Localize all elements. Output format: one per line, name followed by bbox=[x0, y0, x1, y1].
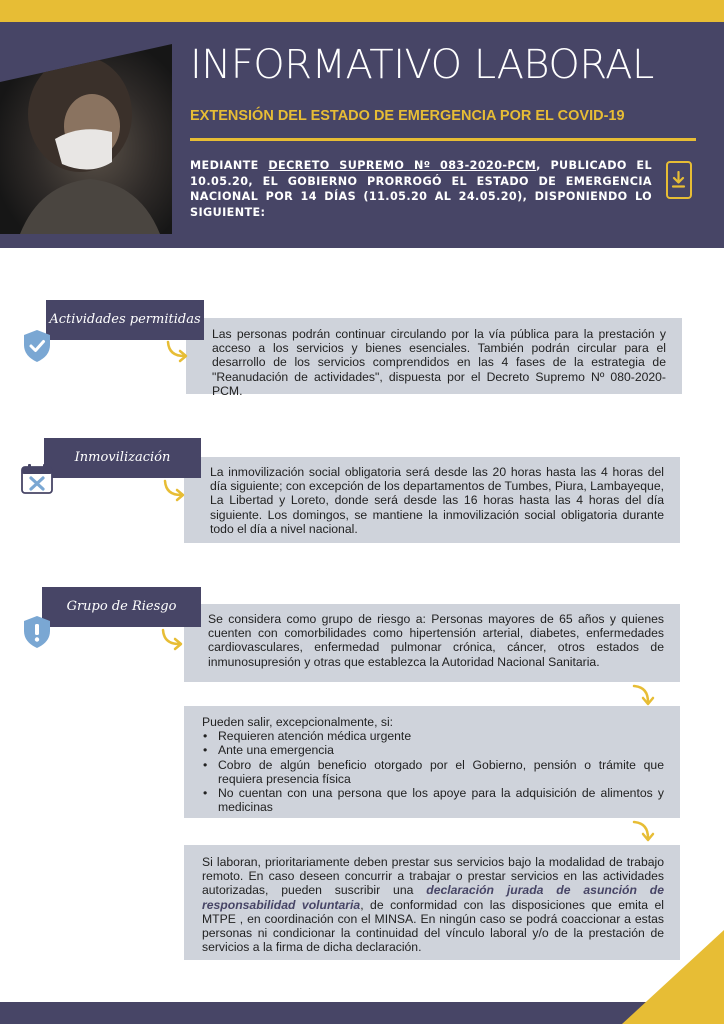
riesgo-arrow-icon bbox=[161, 628, 187, 652]
salir-intro: Pueden salir, excepcionalmente, si: bbox=[202, 715, 394, 729]
laboran-text-pre: Si laboran, prioritariamente deben prestar sus servicios bajo la modalidad de trabajo remoto. En caso deseen concurrir a trabajar o prestar servicios en las actividades autorizadas, pueden suscribir una bbox=[202, 855, 664, 898]
decree-link[interactable]: DECRETO SUPREMO Nº 083-2020-PCM bbox=[268, 159, 537, 172]
riesgo-box bbox=[184, 604, 680, 682]
download-phone-icon[interactable] bbox=[666, 161, 692, 199]
actividades-text: Las personas podrán continuar circulando por la vía pública para la prestación y acceso a los servicios y bienes esenciales. También podrán circular para el desarrollo de los servicios comprendidos en las 4 fases de la estrategia de "Reanudación de actividades", dispuesta por el Decreto Supremo Nº 080-2020-PCM. bbox=[212, 327, 666, 398]
laboran-text-post: , de conformidad con las disposiciones que emita el MTPE , en coordinación con el MINSA. En ningún caso se podrá coaccionar a estas personas ni condicionar la continuidad del vínculo laboral y/o de la prestación de servicios a la firma de dicha declaración. bbox=[202, 897, 664, 955]
riesgo-label: Grupo de Riesgo bbox=[42, 587, 201, 627]
inmovilizacion-label: Inmovilización bbox=[44, 438, 201, 478]
actividades-label: Actividades permitidas bbox=[46, 300, 204, 340]
salir-item: • No cuentan con una persona que los apoye para la adquisición de alimentos y medicinas bbox=[202, 786, 664, 814]
calendar-cancel-icon bbox=[20, 463, 54, 495]
intro-paragraph bbox=[190, 158, 652, 220]
page-subtitle: EXTENSIÓN DEL ESTADO DE EMERGENCIA POR EL COVID-19 bbox=[190, 108, 625, 124]
riesgo-text: Se considera como grupo de riesgo a: Personas mayores de 65 años y quienes cuenten con comorbilidades como hipertensión arterial, diabetes, enfermedades cardiovasculares, enfermedad pulmonar crónica, cáncer, otros estados de inmunosupresión y otras que establezca la Autoridad Nacional Sanitaria. bbox=[208, 612, 664, 669]
page-title: INFORMATIVO LABORAL bbox=[190, 42, 654, 88]
actividades-arrow-icon bbox=[166, 340, 192, 364]
salir-list bbox=[202, 729, 664, 814]
inmovilizacion-box bbox=[184, 457, 680, 543]
salir-arrow-icon bbox=[632, 684, 658, 708]
intro-text-pre: MEDIANTE bbox=[190, 159, 269, 172]
title-divider bbox=[190, 138, 696, 141]
salir-item: • Requieren atención médica urgente bbox=[202, 729, 664, 743]
inmovilizacion-arrow-icon bbox=[163, 479, 189, 503]
salir-item: • Cobro de algún beneficio otorgado por el Gobierno, pensión o trámite que requiera presencia física bbox=[202, 758, 664, 786]
salir-box bbox=[184, 706, 680, 818]
bottom-accent-bar bbox=[0, 1002, 724, 1024]
shield-check-icon bbox=[22, 329, 52, 363]
laboran-box bbox=[184, 845, 680, 960]
actividades-box bbox=[186, 318, 682, 398]
corner-triangle-decoration bbox=[622, 930, 724, 1024]
laboran-arrow-icon bbox=[632, 820, 658, 844]
top-accent-bar bbox=[0, 0, 724, 22]
salir-item: • Ante una emergencia bbox=[202, 743, 664, 757]
intro-text-post: , PUBLICADO EL 10.05.20, EL GOBIERNO PRORROGÓ EL ESTADO DE EMERGENCIA NACIONAL POR 14 DÍAS (11.05.20 AL 24.05.20), DISPONIENDO LO SIGUIENTE: bbox=[190, 159, 652, 219]
inmovilizacion-text: La inmovilización social obligatoria será desde las 20 horas hasta las 4 horas del día siguiente; con excepción de los departamentos de Tumbes, Piura, Lambayeque, La Libertad y Loreto, donde será desde las 16 horas hasta las 4 horas del día siguiente. Los domingos, se mantiene la inmovilización social obligatoria durante todo el día a nivel nacional. bbox=[210, 465, 664, 536]
declaracion-jurada-highlight: declaración jurada de asunción de responsabilidad voluntaria bbox=[202, 883, 664, 912]
masked-person-photo bbox=[0, 44, 172, 234]
shield-alert-icon bbox=[22, 615, 52, 649]
